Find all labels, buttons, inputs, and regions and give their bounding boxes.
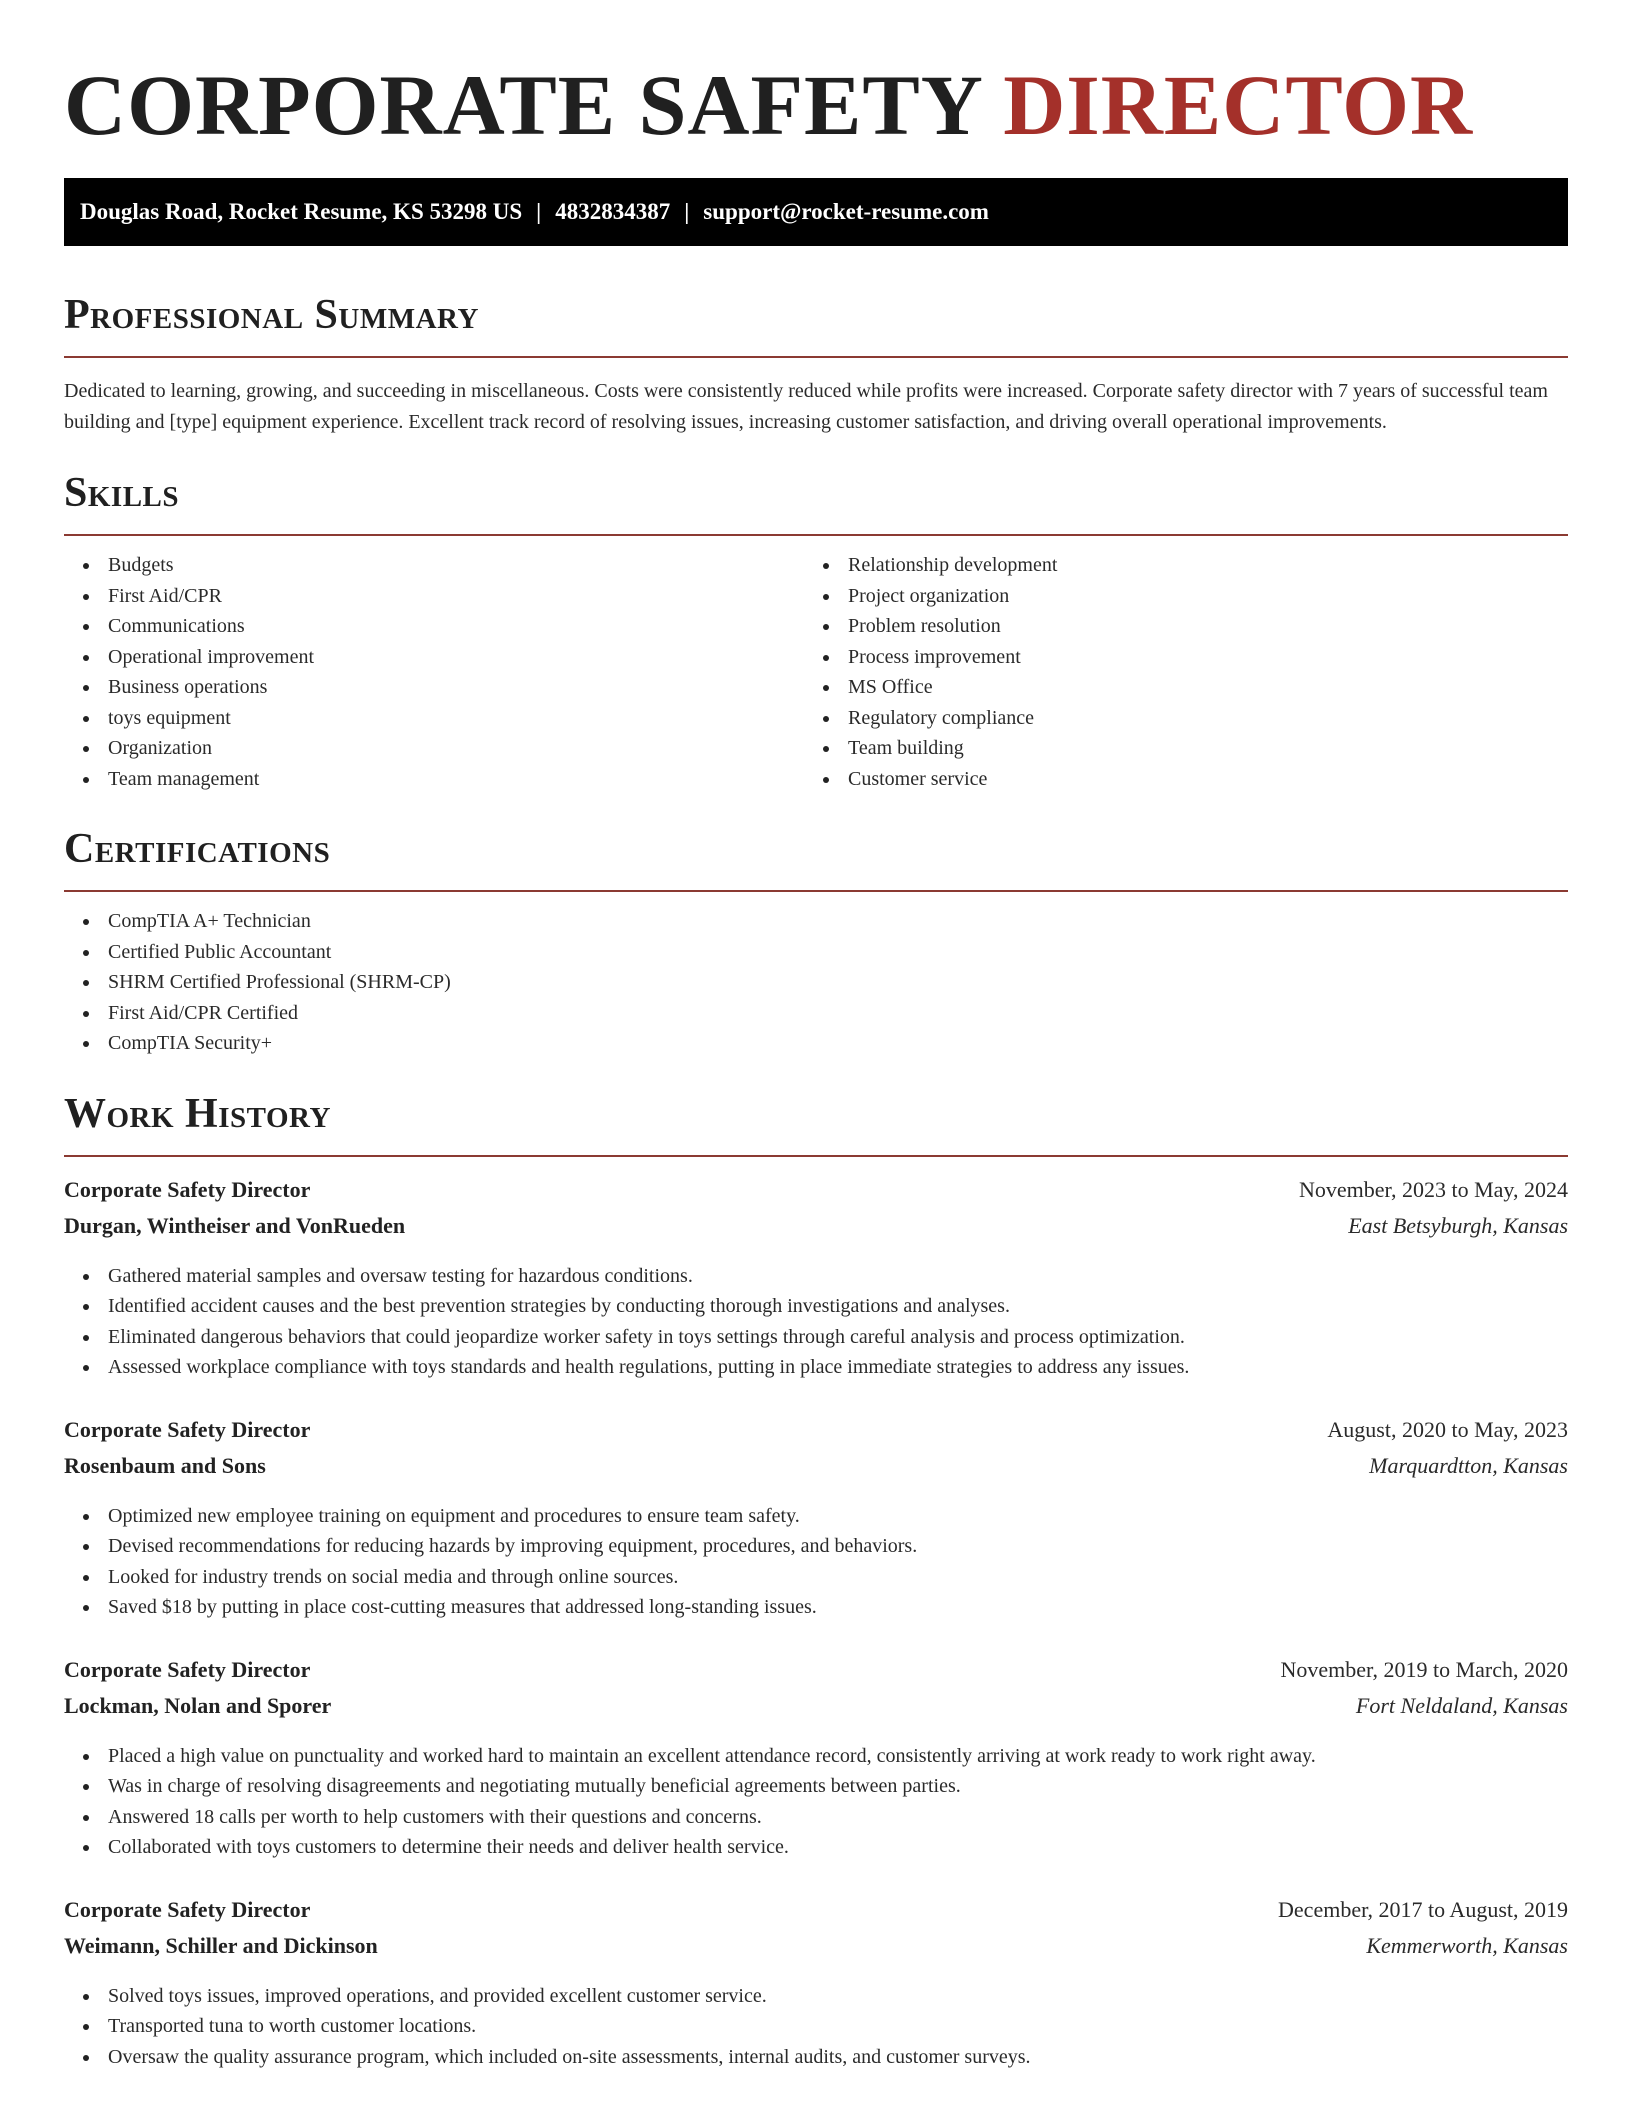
job-dates: November, 2019 to March, 2020: [1280, 1656, 1568, 1682]
certification-item: CompTIA A+ Technician: [108, 906, 1568, 937]
job-bullets: [64, 1261, 1568, 1383]
job-company: Rosenbaum and Sons: [64, 1452, 266, 1478]
skills-section: [64, 468, 1568, 794]
skill-item: Project organization: [848, 581, 1544, 612]
job-bullet: Answered 18 calls per worth to help customers with their questions and concerns.: [108, 1802, 1568, 1833]
job-entry: [64, 1417, 1568, 1623]
job-title: Corporate Safety Director: [64, 1176, 311, 1202]
job-company: Durgan, Wintheiser and VonRueden: [64, 1212, 406, 1238]
job-entry: [64, 1657, 1568, 1863]
skill-item: Customer service: [848, 764, 1544, 795]
job-header-row: [64, 1417, 1568, 1453]
job-location: East Betsyburgh, Kansas: [1348, 1212, 1568, 1238]
certification-item: First Aid/CPR Certified: [108, 998, 1568, 1029]
job-company-row: [64, 1933, 1568, 1969]
skill-item: Team building: [848, 733, 1544, 764]
skill-item: Regulatory compliance: [848, 703, 1544, 734]
job-header-row: [64, 1897, 1568, 1933]
section-divider: [64, 1155, 1568, 1157]
job-bullet: Identified accident causes and the best prevention strategies by conducting thorough investigations and analyses.: [108, 1291, 1568, 1322]
job-title: Corporate Safety Director: [64, 1656, 311, 1682]
section-heading-work-history: Work History: [64, 1090, 331, 1137]
job-bullet: Looked for industry trends on social media and through online sources.: [108, 1562, 1568, 1593]
job-company-row: [64, 1213, 1568, 1249]
contact-email[interactable]: support@rocket-resume.com: [703, 199, 989, 224]
job-bullet: Transported tuna to worth customer locations.: [108, 2011, 1568, 2042]
contact-separator: |: [684, 199, 690, 224]
skill-item: Team management: [108, 764, 804, 795]
job-location: Kemmerworth, Kansas: [1366, 1932, 1568, 1958]
job-title: Corporate Safety Director: [64, 1416, 311, 1442]
contact-separator: |: [536, 199, 542, 224]
section-divider: [64, 534, 1568, 536]
section-divider: [64, 890, 1568, 892]
job-bullet: Optimized new employee training on equipment and procedures to ensure team safety.: [108, 1501, 1568, 1532]
skill-item: Process improvement: [848, 642, 1544, 673]
job-location: Fort Neldaland, Kansas: [1355, 1692, 1568, 1718]
title-accent: DIRECTOR: [1003, 57, 1474, 153]
job-bullet: Collaborated with toys customers to determine their needs and deliver health service.: [108, 1832, 1568, 1863]
job-dates: August, 2020 to May, 2023: [1327, 1416, 1568, 1442]
certification-item: Certified Public Accountant: [108, 937, 1568, 968]
job-bullet: Solved toys issues, improved operations, and provided excellent customer service.: [108, 1981, 1568, 2012]
job-bullet: Gathered material samples and oversaw testing for hazardous conditions.: [108, 1261, 1568, 1292]
job-bullets: [64, 1501, 1568, 1623]
title-main: CORPORATE SAFETY: [64, 57, 981, 153]
job-header-row: [64, 1177, 1568, 1213]
skill-item: Business operations: [108, 672, 804, 703]
job-bullet: Eliminated dangerous behaviors that could jeopardize worker safety in toys settings through careful analysis and process optimization.: [108, 1322, 1568, 1353]
job-bullet: Placed a high value on punctuality and worked hard to maintain an excellent attendance record, consistently arriving at work ready to work right away.: [108, 1741, 1568, 1772]
page-title: [64, 0, 1568, 154]
job-entry: [64, 1897, 1568, 2073]
contact-phone[interactable]: 4832834387: [555, 199, 671, 224]
section-divider: [64, 356, 1568, 358]
professional-summary-section: [64, 290, 1568, 438]
work-history-section: [64, 1089, 1568, 2073]
certification-item: CompTIA Security+: [108, 1028, 1568, 1059]
skill-item: Organization: [108, 733, 804, 764]
contact-bar: [64, 178, 1568, 246]
job-bullet: Assessed workplace compliance with toys standards and health regulations, putting in place immediate strategies to address any issues.: [108, 1352, 1568, 1383]
skill-item: MS Office: [848, 672, 1544, 703]
job-bullet: Devised recommendations for reducing hazards by improving equipment, procedures, and behaviors.: [108, 1531, 1568, 1562]
skill-item: Communications: [108, 611, 804, 642]
job-company: Weimann, Schiller and Dickinson: [64, 1932, 378, 1958]
certifications-list: [64, 906, 1568, 1059]
job-dates: December, 2017 to August, 2019: [1278, 1896, 1568, 1922]
summary-text: Dedicated to learning, growing, and succeeding in miscellaneous. Costs were consistently reduced while profits were increased. Corporate safety director with 7 years of successful team building and [type] equipment experience. Excellent track record of resolving issues, increasing customer satisfaction, and driving overall operational improvements.: [64, 380, 1548, 433]
job-dates: November, 2023 to May, 2024: [1299, 1176, 1568, 1202]
job-bullet: Oversaw the quality assurance program, which included on-site assessments, internal audits, and customer surveys.: [108, 2042, 1568, 2073]
job-bullets: [64, 1981, 1568, 2073]
job-company: Lockman, Nolan and Sporer: [64, 1692, 332, 1718]
skills-grid: [64, 550, 1568, 794]
section-heading-certifications: Certifications: [64, 826, 331, 872]
skills-column-left: [64, 550, 804, 794]
skill-item: Problem resolution: [848, 611, 1544, 642]
skills-column-right: [804, 550, 1544, 794]
job-bullet: Was in charge of resolving disagreements and negotiating mutually beneficial agreements between parties.: [108, 1771, 1568, 1802]
job-bullet: Saved $18 by putting in place cost-cutting measures that addressed long-standing issues.: [108, 1592, 1568, 1623]
job-location: Marquardtton, Kansas: [1369, 1452, 1568, 1478]
job-bullets: [64, 1741, 1568, 1863]
certification-item: SHRM Certified Professional (SHRM-CP): [108, 967, 1568, 998]
certifications-section: [64, 824, 1568, 1059]
job-company-row: [64, 1693, 1568, 1729]
skill-item: Relationship development: [848, 550, 1544, 581]
skill-item: First Aid/CPR: [108, 581, 804, 612]
skill-item: Budgets: [108, 550, 804, 581]
job-entry: [64, 1177, 1568, 1383]
section-heading-skills: Skills: [64, 470, 180, 516]
job-header-row: [64, 1657, 1568, 1693]
job-company-row: [64, 1453, 1568, 1489]
skill-item: Operational improvement: [108, 642, 804, 673]
contact-address: Douglas Road, Rocket Resume, KS 53298 US: [80, 199, 523, 224]
job-title: Corporate Safety Director: [64, 1896, 311, 1922]
skill-item: toys equipment: [108, 703, 804, 734]
section-heading-summary: Professional Summary: [64, 292, 479, 338]
